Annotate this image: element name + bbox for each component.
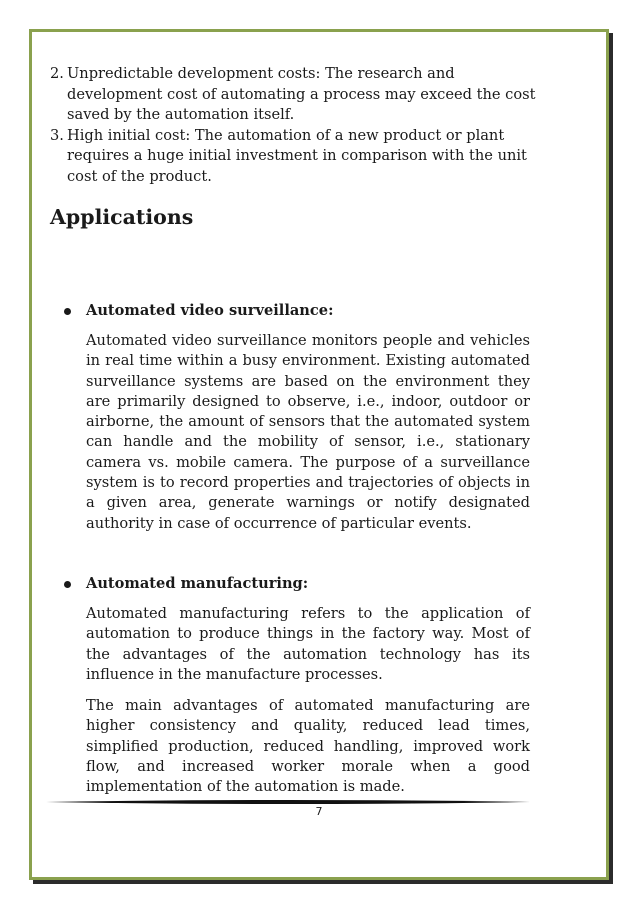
list-item-text: High initial cost: The automation of a new product or plant requires a huge initial investment in comparison with the unit cost of the product. bbox=[67, 126, 527, 185]
paragraph-manufacturing-advantages: The main advantages of automated manufacturing are higher consistency and quality, reduced lead times, simplified production, reduced handling, improved work flow, and increased worker morale when a good implementation of the automation is made. bbox=[86, 697, 530, 796]
bullet-title-surveillance bbox=[86, 302, 333, 319]
bullet-icon bbox=[64, 308, 71, 315]
numbered-list bbox=[50, 64, 540, 188]
bullet-title-text: Automated video surveillance: bbox=[86, 302, 334, 319]
bullet-title-text: Automated manufacturing: bbox=[86, 575, 309, 592]
page-number: 7 bbox=[315, 805, 323, 818]
bullet-icon bbox=[64, 581, 71, 588]
bullet-title-manufacturing bbox=[86, 575, 308, 592]
list-item bbox=[50, 64, 540, 126]
list-item-number: 2. bbox=[50, 65, 64, 82]
list-item-number: 3. bbox=[50, 126, 64, 144]
paragraph-manufacturing-intro: Automated manufacturing refers to the application of automation to produce things in the factory way. Most of the advantages of the automation technology has its influence in the manufacture processes. bbox=[86, 605, 530, 683]
list-item bbox=[50, 126, 540, 188]
section-heading: Applications bbox=[50, 205, 194, 229]
list-item-text: Unpredictable development costs: The research and development cost of automating a process may exceed the cost saved by the automation itself. bbox=[67, 65, 536, 124]
paragraph-surveillance: Automated video surveillance monitors people and vehicles in real time within a busy environment. Existing automated surveillance systems are based on the environment they are primarily designed to observe, i.e., indoor, outdoor or airborne, the amount of sensors that the automated system can handle and the mobility of sensor, i.e., stationary camera vs. mobile camera. The purpose of a surveillance system is to record properties and trajectories of objects in a given area, generate warnings or notify designated authority in case of occurrence of particular events. bbox=[86, 332, 530, 532]
